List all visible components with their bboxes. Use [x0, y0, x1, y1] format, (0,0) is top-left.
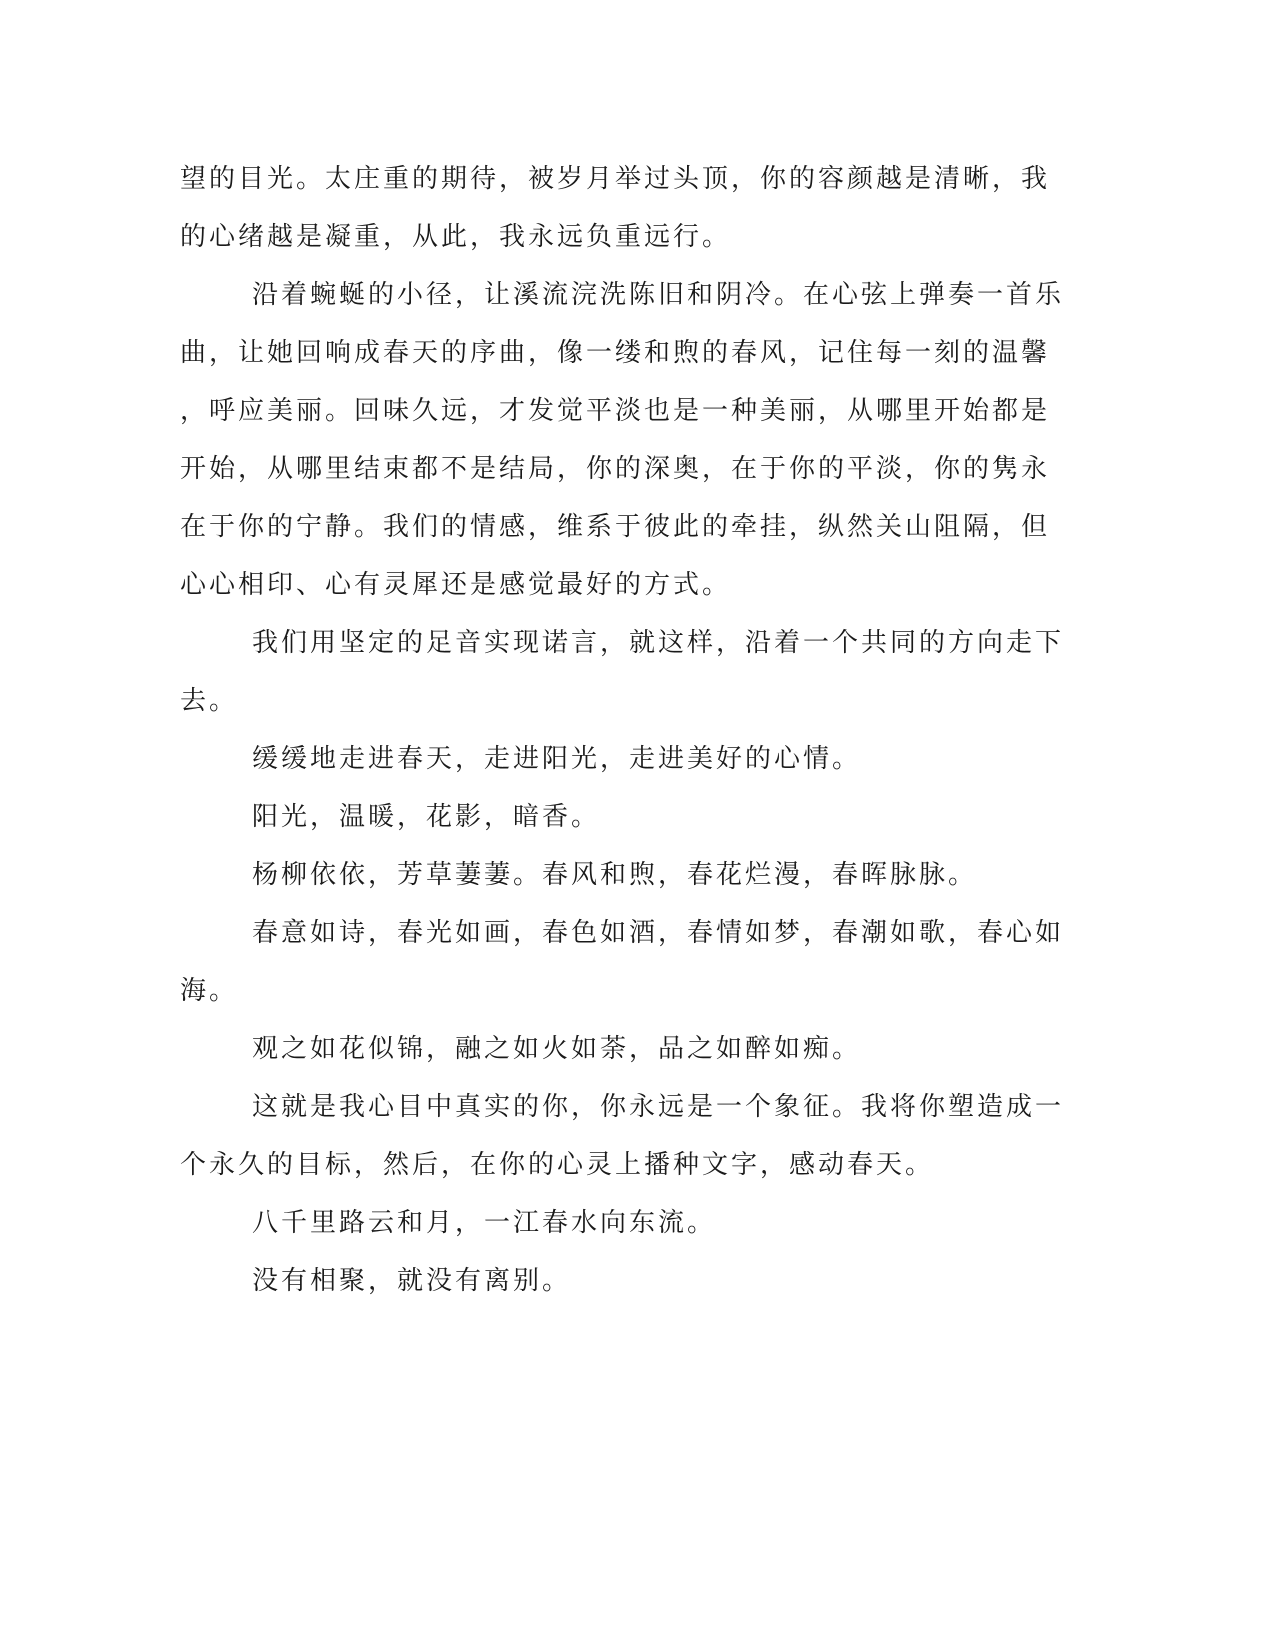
text-line-10: 去。	[180, 686, 239, 716]
text-line-20: 没有相聚，就没有离别。	[252, 1266, 572, 1296]
text-line-16: 观之如花似锦，融之如火如荼，品之如醉如痴。	[252, 1034, 862, 1064]
text-line-12: 阳光，温暖，花影，暗香。	[252, 802, 601, 832]
text-line-7: 在于你的宁静。我们的情感，维系于彼此的牵挂，纵然关山阻隔，但	[180, 512, 1051, 542]
text-line-11: 缓缓地走进春天，走进阳光，走进美好的心情。	[252, 744, 862, 774]
text-line-6: 开始，从哪里结束都不是结局，你的深奥，在于你的平淡，你的隽永	[180, 454, 1051, 484]
text-line-4: 曲，让她回响成春天的序曲，像一缕和煦的春风，记住每一刻的温馨	[180, 338, 1051, 368]
text-line-8: 心心相印、心有灵犀还是感觉最好的方式。	[180, 570, 732, 600]
text-line-13: 杨柳依依，芳草萋萋。春风和煦，春花烂漫，春晖脉脉。	[252, 860, 978, 890]
text-line-19: 八千里路云和月，一江春水向东流。	[252, 1208, 717, 1238]
document-page	[180, 150, 1065, 1310]
text-line-2: 的心绪越是凝重，从此，我永远负重远行。	[180, 222, 732, 252]
text-line-17: 这就是我心目中真实的你，你永远是一个象征。我将你塑造成一	[252, 1092, 1065, 1122]
text-line-15: 海。	[180, 976, 239, 1006]
text-line-18: 个永久的目标，然后，在你的心灵上播种文字，感动春天。	[180, 1150, 935, 1180]
text-line-9: 我们用坚定的足音实现诺言，就这样，沿着一个共同的方向走下	[252, 628, 1065, 658]
text-line-14: 春意如诗，春光如画，春色如酒，春情如梦，春潮如歌，春心如	[252, 918, 1065, 948]
text-line-5: ，呼应美丽。回味久远，才发觉平淡也是一种美丽，从哪里开始都是	[180, 396, 1051, 426]
text-line-1: 望的目光。太庄重的期待，被岁月举过头顶，你的容颜越是清晰，我	[180, 164, 1051, 194]
text-line-3: 沿着蜿蜒的小径，让溪流浣洗陈旧和阴冷。在心弦上弹奏一首乐	[252, 280, 1065, 310]
